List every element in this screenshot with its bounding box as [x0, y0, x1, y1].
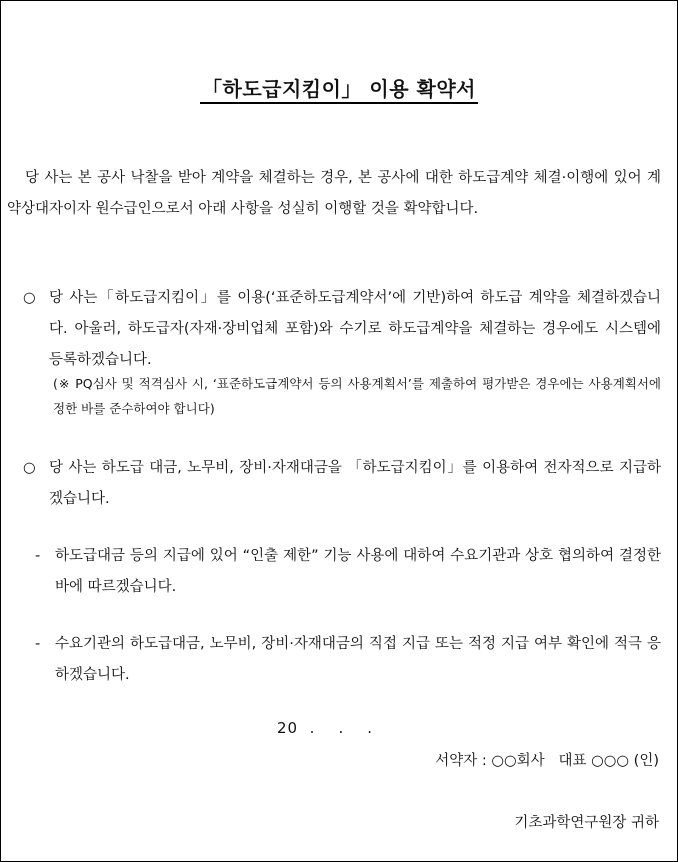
bullet-item-2-text: 당 사는 하도급 대금, 노무비, 장비·자재대금을 「하도급지킴이」를 이용하여 전자적으로 지급하겠습니다. [49, 460, 661, 507]
title-text: 「하도급지킴이」 이용 확약서 [200, 77, 478, 104]
signer-line: 서약자 : ○○회사 대표 ○○○ (인) [435, 753, 659, 769]
sub-item-1 [35, 541, 661, 603]
intro-paragraph: 당 사는 본 공사 낙찰을 받아 계약을 체결하는 경우, 본 공사에 대한 하도급계약 체결·이행에 있어 계약상대자이자 원수급인으로서 아래 사항을 성실히 이행할 것을 확약합니다. [7, 170, 661, 217]
bullet-item-1 [23, 283, 661, 376]
bullet-circle-icon: ○ [23, 290, 36, 306]
date-line: 20 . . . [277, 719, 374, 737]
bullet-item-1-note: (※ PQ심사 및 적격심사 시, ‘표준하도급계약서 등의 사용계획서’를 제출하여 평가받은 경우에는 사용계획서에 정한 바를 준수하여야 합니다) [53, 376, 661, 416]
sub-item-2-text: 수요기관의 하도급대금, 노무비, 장비·자재대금의 직접 지급 또는 적정 지급 여부 확인에 적극 응하겠습니다. [55, 636, 661, 683]
recipient-line: 기초과학연구원장 귀하 [514, 815, 659, 831]
dash-marker: - [35, 548, 41, 564]
document-title [1, 73, 677, 102]
sub-item-2 [35, 629, 661, 691]
sub-item-1-text: 하도급대금 등의 지급에 있어 “인출 제한” 기능 사용에 대하여 수요기관과 상호 협의하여 결정한 바에 따르겠습니다. [55, 548, 661, 595]
dash-marker: - [35, 636, 41, 652]
bullet-item-2 [23, 453, 661, 515]
bullet-circle-icon: ○ [23, 460, 36, 476]
bullet-item-1-text: 당 사는「하도급지킴이」를 이용(‘표준하도급계약서’에 기반)하여 하도급 계약을 체결하겠습니다. 아울러, 하도급자(자재·장비업체 포함)와 수기로 하도급계약을 체결하는 경우에도 시스템에 등록하겠습니다. [49, 290, 661, 368]
